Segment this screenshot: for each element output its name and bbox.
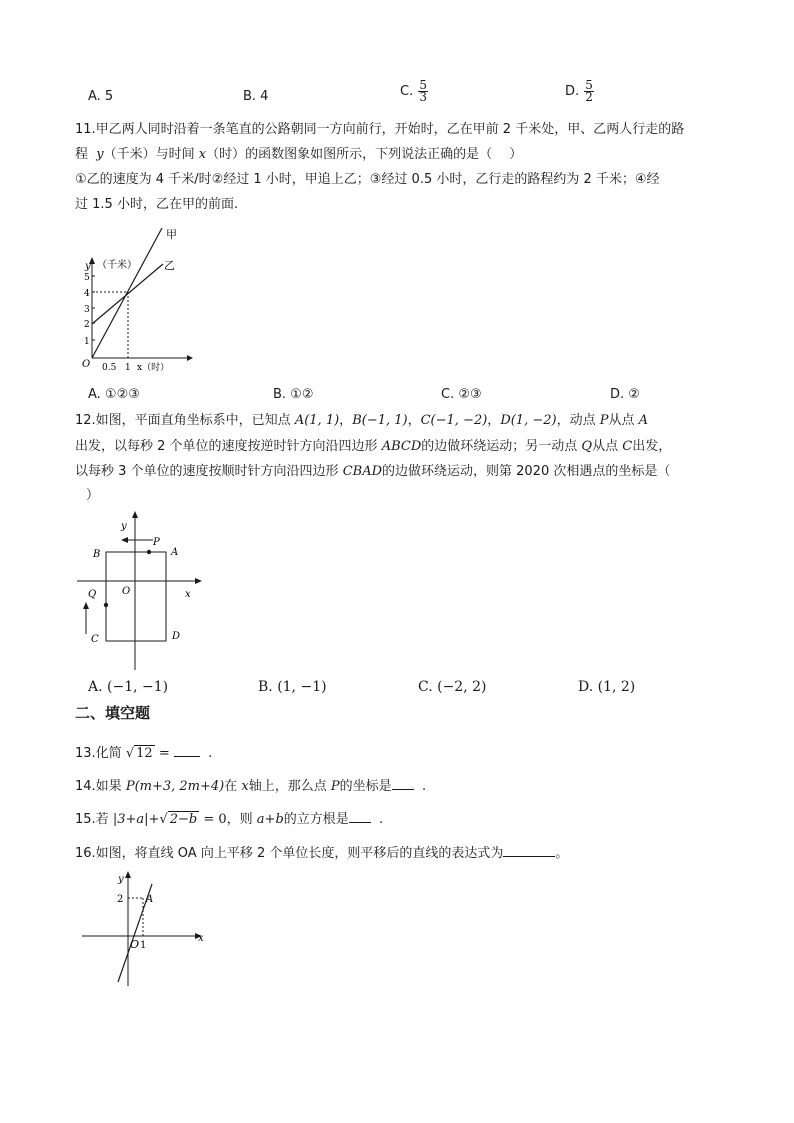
y-tick-label: 2 <box>117 894 124 905</box>
q12-figure <box>75 508 210 673</box>
q10-option-d: D. $\frac{5}{2}$ <box>565 78 593 104</box>
label-o: O <box>122 586 131 597</box>
q11-option-d: D. ② <box>610 387 640 402</box>
x-axis-label: x <box>198 933 204 944</box>
answer-blank[interactable] <box>349 822 371 823</box>
q11-line-1: 11.甲乙两人同时沿着一条笔直的公路朝同一方向前行，开始时，乙在甲前 2 千米处，甲、乙两人行走的路 <box>75 122 685 137</box>
answer-blank[interactable] <box>174 756 200 757</box>
label-b: B <box>93 549 101 560</box>
q11-graph <box>75 222 195 372</box>
q10-option-a: A. 5 <box>88 89 114 104</box>
label-c: C <box>91 634 99 645</box>
q11-option-a: A. ①②③ <box>88 387 140 402</box>
y-axis-label: y <box>121 521 127 532</box>
q10-option-c: C. $\frac{5}{3}$ <box>400 78 427 104</box>
q11-line-3: ①乙的速度为 4 千米/时②经过 1 小时，甲追上乙；③经过 0.5 小时，乙行走的路程约为 2 千米；④经 <box>75 172 660 187</box>
x-axis-arrow <box>195 578 202 584</box>
q11-option-b: B. ①② <box>273 387 314 402</box>
label-q: Q <box>88 589 97 600</box>
y-tick-label: 2 <box>84 320 90 330</box>
line-yi <box>92 264 163 324</box>
point-p <box>147 550 151 554</box>
q12-option-c: C. (−2, 2) <box>418 679 487 695</box>
label-a: A <box>146 894 154 905</box>
y-axis-label: y <box>85 261 91 272</box>
q14: 14.如果 P(m+3, 2m+4)在 x轴上，那么点 P的坐标是 . <box>75 779 427 794</box>
q16: 16.如图，将直线 OA 向上平移 2 个单位长度，则平移后的直线的表达式为 。 <box>75 846 569 861</box>
q12-line-2: 出发，以每秒 2 个单位的速度按逆时针方向沿四边形 ABCD的边做环绕运动；另一动点 Q从点 C出发， <box>75 439 672 454</box>
q11-line-2: 程 y（千米）与时间 x（时）的函数图象如图所示，下列说法正确的是（ ） <box>75 147 523 162</box>
q13: 13.化简 √ 12 = . <box>75 746 213 761</box>
q12-option-a: A. (−1, −1) <box>88 679 169 695</box>
label-p: P <box>153 537 160 548</box>
y-tick-label: 1 <box>84 337 90 347</box>
q11-line-4: 过 1.5 小时，乙在甲的前面. <box>75 197 239 212</box>
section-heading: 二、填空题 <box>75 704 151 722</box>
rectangle-abcd <box>106 552 166 641</box>
y-axis-label: y <box>118 874 124 885</box>
x-tick-label: 0.5 <box>102 363 117 372</box>
label-d: D <box>172 631 181 642</box>
q15: 15.若 |3+a|+√ 2−b = 0，则 a+b的立方根是 . <box>75 812 384 827</box>
y-tick-label: 4 <box>84 289 90 299</box>
q16-figure <box>80 868 210 988</box>
label-a: A <box>171 547 179 558</box>
q12-option-d: D. (1, 2) <box>578 679 636 695</box>
q12-line-1: 12.如图，平面直角坐标系中，已知点 A(1, 1)，B(−1, 1)，C(−1, −2)，D(1, −2)，动点 P从点 A <box>75 413 649 428</box>
q12-line-4: ） <box>86 488 100 503</box>
label-o: O <box>130 938 140 951</box>
x-tick-label: 1 <box>140 940 147 951</box>
y-axis-unit: （千米） <box>97 260 137 271</box>
origin-label: O <box>82 359 91 370</box>
answer-blank[interactable] <box>392 789 414 790</box>
y-tick-label: 5 <box>84 273 90 283</box>
x-axis-arrow <box>187 355 193 361</box>
answer-blank[interactable] <box>503 856 555 857</box>
line-jia <box>92 228 162 358</box>
x-tick-label: 1 <box>125 363 131 372</box>
point-q <box>104 603 108 607</box>
fraction: $\frac{5}{2}$ <box>585 78 593 104</box>
line-jia-label: 甲 <box>166 228 177 241</box>
q11-option-c: C. ②③ <box>441 387 482 402</box>
y-axis-arrow <box>125 871 131 878</box>
q12-option-b: B. (1, −1) <box>258 679 327 695</box>
y-tick-label: 3 <box>84 305 90 315</box>
q12-line-3: 以每秒 3 个单位的速度按顺时针方向沿四边形 CBAD的边做环绕运动，则第 2020 次相遇点的坐标是（ <box>75 464 671 479</box>
fraction: $\frac{5}{3}$ <box>419 78 427 104</box>
x-axis-label: x <box>185 589 191 600</box>
x-axis-label: x（时） <box>137 363 170 372</box>
y-axis-arrow <box>132 511 138 518</box>
q10-option-b: B. 4 <box>243 89 269 104</box>
line-yi-label: 乙 <box>164 259 175 272</box>
